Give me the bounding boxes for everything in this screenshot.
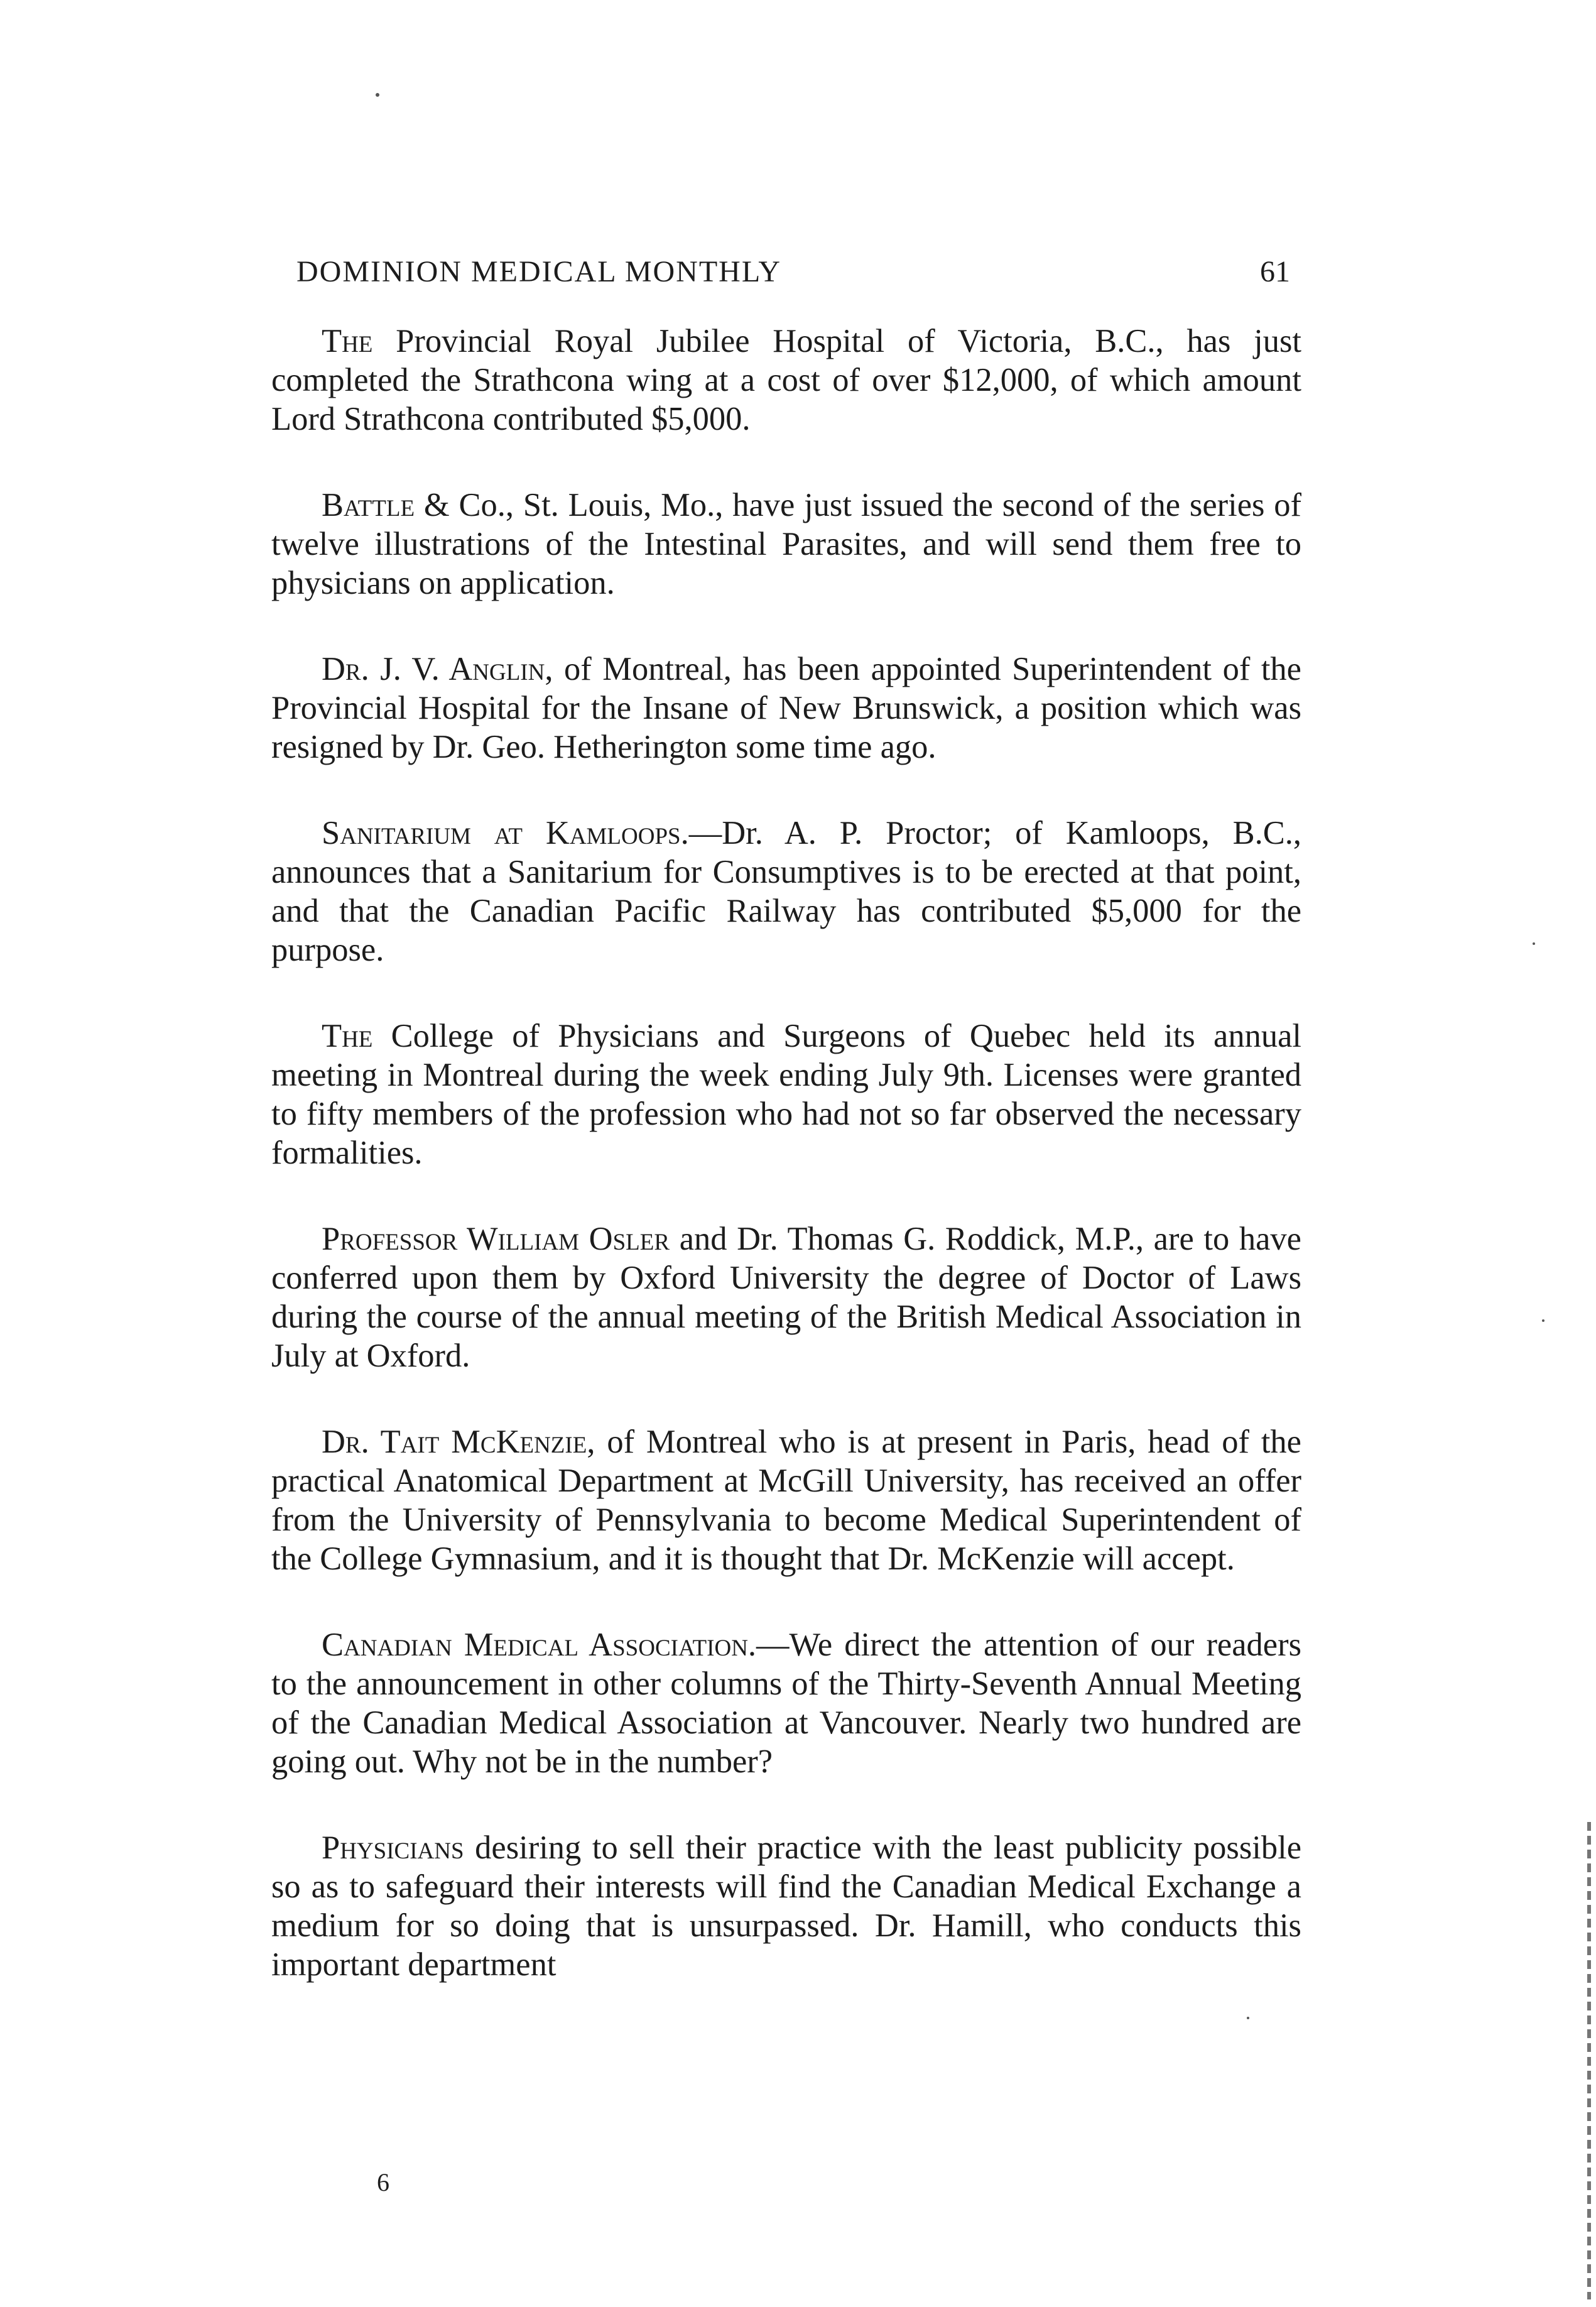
paragraph-lead: Physicians: [322, 1830, 464, 1866]
paragraph-lead: Dr. Tait McKenzie,: [322, 1424, 595, 1460]
paragraph-lead: The: [322, 1018, 373, 1054]
paragraph-text: desiring to sell their practice with the least publicity possible so as to safeguard their interests will find the Canadian Medical Exchange a medium for so doing that is unsurpassed. Dr. Hamill, who conducts this important department: [271, 1830, 1301, 1983]
page-number: 61: [1260, 255, 1290, 288]
paragraph-osler: [271, 1219, 1301, 1375]
paragraph-battle-co: [271, 486, 1301, 603]
paragraph-cma: [271, 1625, 1301, 1781]
scan-edge: [1587, 1822, 1591, 2299]
paragraph-lead: Canadian Medical Association.: [322, 1627, 757, 1663]
paragraph-lead: Sanitarium at Kamloops.: [322, 815, 689, 851]
body-text: [271, 322, 1301, 2031]
paragraph-jubilee-hospital: [271, 322, 1301, 439]
paragraph-lead: The: [322, 323, 373, 359]
paragraph-text: Provincial Royal Jubilee Hospital of Victoria, B.C., has just completed the Strathcona wing at a cost of over $12,000, of which amount Lord Strathcona contributed $5,000.: [271, 323, 1301, 437]
paragraph-lead: Professor William Osler: [322, 1221, 670, 1257]
scan-speck: [1533, 942, 1535, 945]
paragraph-lead: Dr. J. V. Anglin,: [322, 651, 553, 687]
paragraph-text: College of Physicians and Surgeons of Quebec held its annual meeting in Montreal during the week ending July 9th. Licenses were granted to fifty members of the profession who had not so far observed the necessary formalities.: [271, 1018, 1301, 1171]
paragraph-text: of Montreal, has been appointed Superintendent of the Provincial Hospital for the Insane of New Brunswick, a position which was resigned by Dr. Geo. Hetherington some time ago.: [271, 651, 1301, 765]
paragraph-anglin: [271, 650, 1301, 766]
paragraph-lead: Battle: [322, 487, 415, 523]
scan-speck: [376, 93, 379, 97]
paragraph-text: —We direct the attention of our readers to the announcement in other columns of the Thirty-Seventh Annual Meeting of the Canadian Medical Association at Vancouver. Nearly two hundred are going out. Why not be in the number?: [271, 1627, 1301, 1780]
paragraph-text: and Dr. Thomas G. Roddick, M.P., are to have conferred upon them by Oxford University the degree of Doctor of Laws during the course of the annual meeting of the British Medical Association in July at Oxford.: [271, 1221, 1301, 1374]
paragraph-physicians: [271, 1828, 1301, 1984]
paragraph-text: —Dr. A. P. Proctor; of Kamloops, B.C., announces that a Sanitarium for Consumptives is to be erected at that point, and that the Canadian Pacific Railway has contributed $5,000 for the purpose.: [271, 815, 1301, 968]
running-head: [271, 254, 1308, 305]
paragraph-mckenzie: [271, 1422, 1301, 1578]
journal-title: DOMINION MEDICAL MONTHLY: [296, 255, 782, 288]
scan-speck: [1542, 1319, 1544, 1322]
scan-speck: [1247, 2017, 1249, 2019]
signature-mark: 6: [377, 2168, 389, 2196]
paragraph-kamloops: [271, 814, 1301, 969]
paragraph-text: of Montreal who is at present in Paris, head of the practical Anatomical Department at McGill University, has received an offer from the University of Pennsylvania to become Medical Superintendent of the College Gymnasium, and it is thought that Dr. McKenzie will accept.: [271, 1424, 1301, 1577]
paragraph-text: & Co., St. Louis, Mo., have just issued the second of the series of twelve illustrations of the Intestinal Parasites, and will send them free to physicians on application.: [271, 487, 1301, 601]
paragraph-quebec-college: [271, 1017, 1301, 1172]
